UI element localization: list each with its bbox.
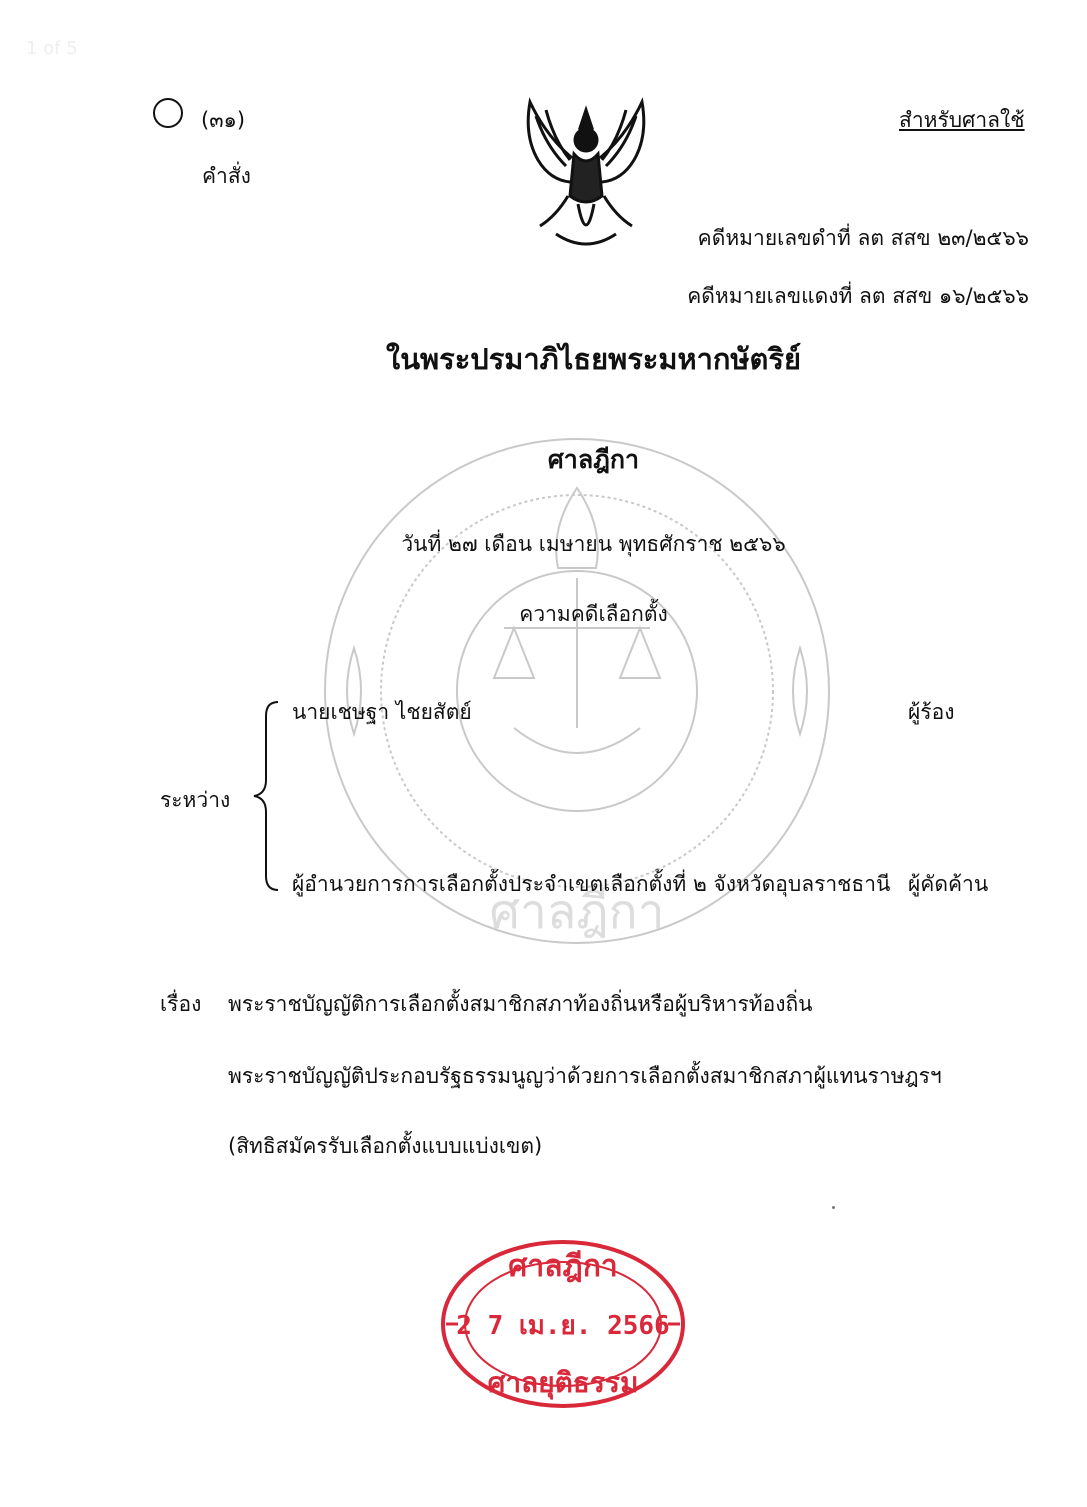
- case-type: ความคดีเลือกตั้ง: [519, 602, 668, 626]
- subject-line-1: พระราชบัญญัติการเลือกตั้งสมาชิกสภาท้องถิ่นหรือผู้บริหารท้องถิ่น: [228, 992, 813, 1016]
- subject-line-2: พระราชบัญญัติประกอบรัฐธรรมนูญว่าด้วยการเลือกตั้งสมาชิกสภาผู้แทนราษฎรฯ: [228, 1064, 942, 1088]
- stamp-bottom-text: ศาลยุติธรรม: [487, 1366, 639, 1399]
- received-date-stamp: [438, 1238, 688, 1410]
- stamp-date: 2 7 เม.ย. 2566: [456, 1311, 670, 1341]
- garuda-emblem: [516, 96, 656, 256]
- subject-line-3: (สิทธิสมัครรับเลือกตั้งแบบแบ่งเขต): [228, 1134, 543, 1158]
- between-label: ระหว่าง: [160, 788, 231, 812]
- respondent-role: ผู้คัดค้าน: [908, 872, 989, 896]
- form-circle: [153, 98, 183, 128]
- black-case-number: คดีหมายเลขดำที่ ลต สสข ๒๓/๒๕๖๖: [697, 226, 1029, 250]
- page-indicator: 1 of 5: [26, 38, 78, 59]
- order-date: วันที่ ๒๗ เดือน เมษายน พุทธศักราช ๒๕๖๖: [401, 532, 786, 556]
- watermark-text: ศาลฎีกา: [489, 884, 665, 940]
- court-use-label: สำหรับศาลใช้: [899, 108, 1025, 132]
- respondent-name: ผู้อำนวยการการเลือกตั้งประจำเขตเลือกตั้งที่ ๒ จังหวัดอุบลราชธานี: [292, 872, 891, 896]
- petitioner-name: นายเชษฐา ไชยสัตย์: [292, 700, 472, 724]
- subject-label: เรื่อง: [160, 992, 202, 1016]
- petitioner-role: ผู้ร้อง: [908, 700, 955, 724]
- royal-heading: ในพระปรมาภิไธยพระมหากษัตริย์: [386, 342, 801, 376]
- stamp-top-text: ศาลฎีกา: [508, 1249, 618, 1284]
- parties-brace: [250, 698, 280, 894]
- speck: [832, 1206, 835, 1209]
- form-number: (๓๑): [201, 108, 246, 132]
- court-name: ศาลฎีกา: [547, 445, 640, 474]
- red-case-number: คดีหมายเลขแดงที่ ลต สสข ๑๖/๒๕๖๖: [687, 284, 1029, 308]
- document-type: คำสั่ง: [202, 164, 251, 188]
